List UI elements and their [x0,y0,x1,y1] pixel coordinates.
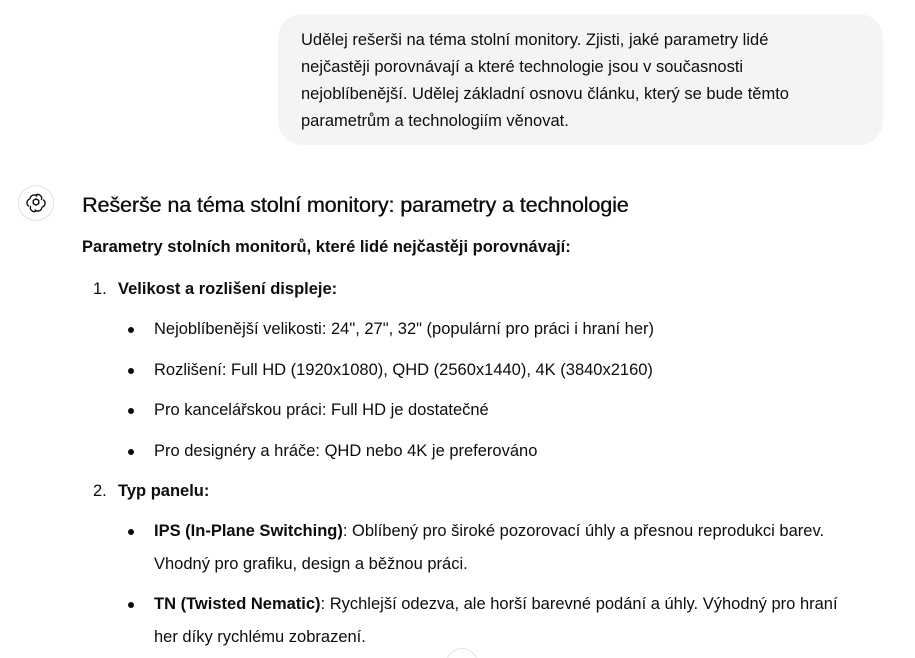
openai-logo-icon [25,192,47,214]
bullet-dot [128,449,134,455]
term-description: : Rychlejší odezva, ale horší barevné podání a úhly. Výhodný pro hraní [320,595,838,613]
response-subheading: Parametry stolních monitorů, které lidé nejčastěji porovnávají: [82,238,571,256]
assistant-avatar [18,185,54,221]
user-message-bubble [278,14,883,145]
bullet-text-line [154,588,838,621]
list-item [128,588,838,654]
list-item [128,313,654,346]
user-message-line: parametrům a technologiím věnovat. [301,112,569,130]
response-heading: Rešerše na téma stolní monitory: parametry a technologie [82,193,629,217]
user-message-line: nejoblíbenější. Udělej základní osnovu článku, který se bude těmto [301,85,789,103]
bullet-text: Pro kancelářskou práci: Full HD je dostatečné [154,401,489,419]
numbered-item [93,482,209,501]
term-bold: TN (Twisted Nematic) [154,595,321,613]
list-item-title: Velikost a rozlišení displeje: [118,280,338,298]
list-item [128,435,537,468]
list-item [128,394,489,427]
list-number: 2. [93,482,107,500]
list-item [128,515,824,581]
bullet-text-line [154,515,824,548]
bullet-dot [128,529,134,535]
bullet-text: Nejoblíbenější velikosti: 24", 27", 32" (populární pro práci i hraní her) [154,320,655,338]
bullet-text: Rozlišení: Full HD (1920x1080), QHD (2560x1440), 4K (3840x2160) [154,361,653,379]
numbered-item [93,280,337,299]
user-message-line: nejčastěji porovnávají a které technologie jsou v současnosti [301,58,744,76]
bullet-dot [128,408,134,414]
bullet-dot [128,327,134,333]
bullet-text-line: her díky rychlému zobrazení. [154,628,366,646]
list-item-title: Typ panelu: [118,482,210,500]
term-bold: IPS (In-Plane Switching) [154,522,343,540]
bullet-dot [128,368,134,374]
bullet-dot [128,602,134,608]
list-item [128,354,653,387]
bullet-text-line: Vhodný pro grafiku, design a běžnou práci. [154,555,468,573]
bullet-text: Pro designéry a hráče: QHD nebo 4K je preferováno [154,442,538,460]
user-message-line: Udělej rešerši na téma stolní monitory. Zjisti, jaké parametry lidé [301,31,769,49]
list-number: 1. [93,280,107,298]
term-description: : Oblíbený pro široké pozorovací úhly a přesnou reprodukci barev. [342,522,825,540]
